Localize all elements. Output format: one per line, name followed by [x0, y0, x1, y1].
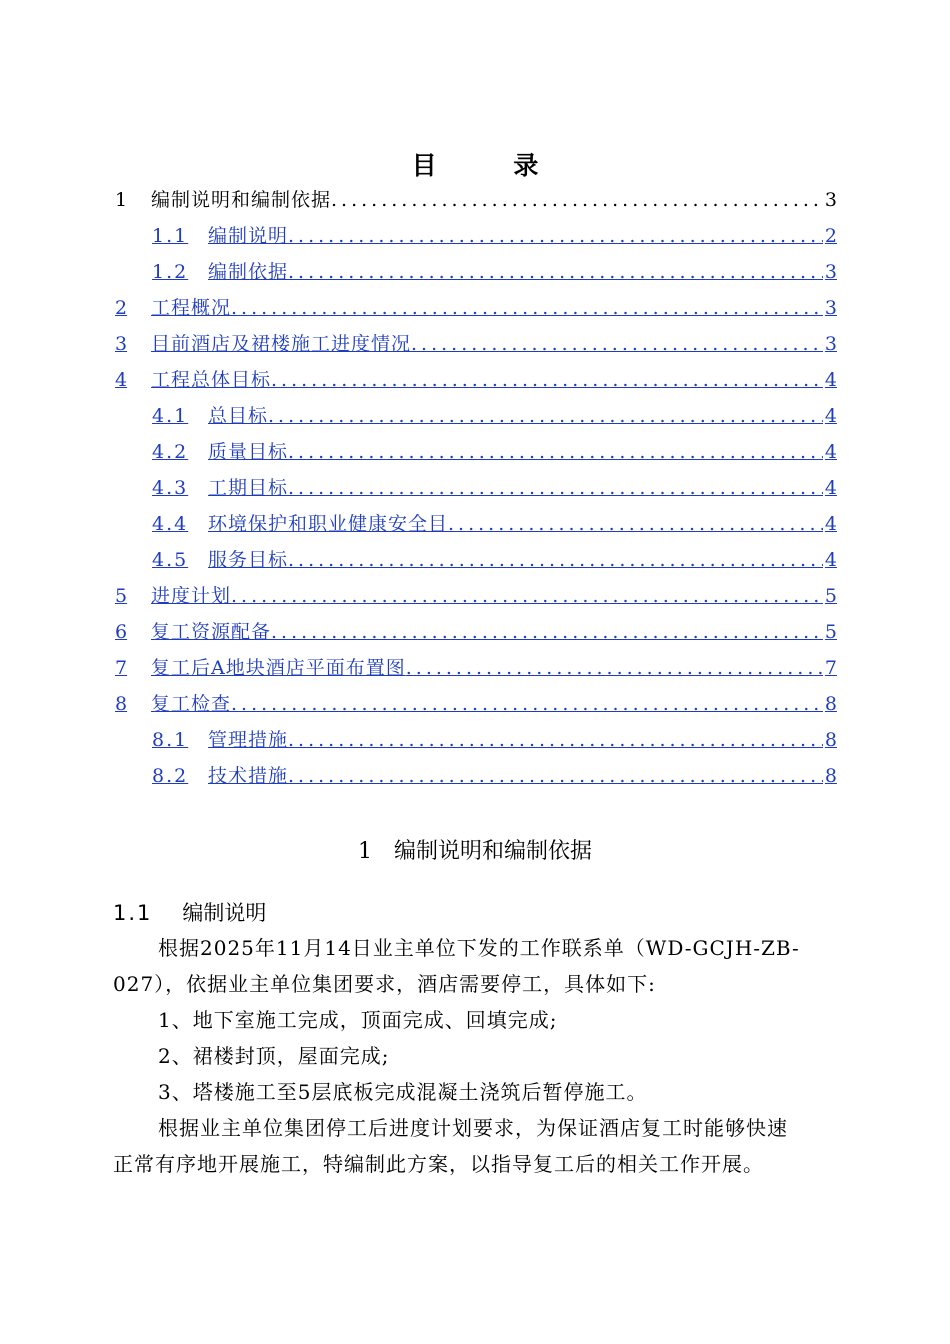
- toc-leader: [331, 188, 823, 212]
- toc-entry-text: 复工资源配备: [151, 621, 272, 643]
- toc-entry-6[interactable]: [115, 614, 837, 644]
- toc-entry-page: 5: [824, 621, 837, 643]
- toc-entry-text: 质量目标: [208, 441, 289, 463]
- toc-entry-page: 4: [824, 513, 837, 535]
- toc-entry-page: 8: [824, 765, 837, 787]
- toc-leader: [271, 368, 823, 392]
- toc-entry-page: 4: [824, 549, 837, 571]
- toc-entry-page: 3: [824, 333, 837, 355]
- toc-entry-text: 环境保护和职业健康安全目: [208, 513, 449, 535]
- toc-entry-number: 8: [115, 693, 128, 715]
- toc-entry-text: 技术措施: [208, 765, 289, 787]
- toc-leader: [448, 512, 823, 536]
- toc-entry-page: 8: [824, 693, 837, 715]
- toc-entry-number: 3: [115, 333, 128, 355]
- toc-entry-2[interactable]: [115, 290, 837, 320]
- section-number: 1.1: [113, 901, 153, 925]
- toc-entry-number: 4.4: [152, 513, 189, 535]
- toc-entry-page: 4: [824, 369, 837, 391]
- toc-entry-number: 2: [115, 297, 128, 319]
- toc-entry-page: 4: [824, 405, 837, 427]
- toc-title: 目 录: [411, 151, 573, 180]
- toc-entry-number: 6: [115, 621, 128, 643]
- toc-entry-text: 工程总体目标: [151, 369, 272, 391]
- list-item-3: 3、塔楼施工至5层底板完成混凝土浇筑后暂停施工。: [158, 1080, 648, 1104]
- toc-entry-text: 编制说明: [208, 225, 289, 247]
- toc-leader: [288, 764, 823, 788]
- toc-entry-number: 8.2: [152, 765, 189, 787]
- toc-leader: [288, 440, 823, 464]
- toc-entry-text: 服务目标: [208, 549, 289, 571]
- section-heading-1-1: [113, 897, 266, 927]
- toc-entry-number: 7: [115, 657, 128, 679]
- toc-leader: [271, 620, 823, 644]
- section-title: 编制说明和编制依据: [393, 839, 592, 864]
- toc-entry-8-1[interactable]: [152, 722, 837, 752]
- section-title: 编制说明: [182, 901, 267, 925]
- toc-entry-text: 编制说明和编制依据: [151, 189, 332, 211]
- toc-leader: [288, 476, 823, 500]
- toc-entry-text: 工程概况: [151, 297, 232, 319]
- paragraph-2-line-1: 根据业主单位集团停工后进度计划要求，为保证酒店复工时能够快速: [158, 1116, 788, 1140]
- toc-entry-text: 管理措施: [208, 729, 289, 751]
- toc-entry-text: 总目标: [208, 405, 269, 427]
- toc-leader: [288, 728, 823, 752]
- toc-entry-page: 8: [824, 729, 837, 751]
- toc-entry-number: 4: [115, 369, 128, 391]
- toc-entry-number: 1: [115, 189, 128, 211]
- toc-leader: [268, 404, 823, 428]
- toc-entry-page: 5: [824, 585, 837, 607]
- toc-entry-8-2[interactable]: [152, 758, 837, 788]
- toc-leader: [231, 584, 823, 608]
- toc-entry-text: 工期目标: [208, 477, 289, 499]
- toc-entry-text: 编制依据: [208, 261, 289, 283]
- toc-entry-4-2[interactable]: [152, 434, 837, 464]
- paragraph-1-line-2: 027），依据业主单位集团要求，酒店需要停工，具体如下:: [113, 972, 656, 996]
- toc-entry-number: 1.2: [152, 261, 189, 283]
- toc-entry-page: 3: [824, 297, 837, 319]
- toc-entry-3[interactable]: [115, 326, 837, 356]
- toc-entry-1[interactable]: [115, 182, 837, 212]
- toc-entry-7[interactable]: [115, 650, 837, 680]
- toc-entry-page: 4: [824, 477, 837, 499]
- toc-entry-number: 4.3: [152, 477, 189, 499]
- toc-entry-text: 复工后A地块酒店平面布置图: [151, 657, 406, 679]
- toc-entry-4-5[interactable]: [152, 542, 837, 572]
- toc-entry-page: 4: [824, 441, 837, 463]
- list-item-1: 1、地下室施工完成，顶面完成、回填完成;: [158, 1008, 558, 1032]
- paragraph-1-line-1: 根据2025年11月14日业主单位下发的工作联系单（WD-GCJH-ZB-: [158, 936, 800, 960]
- toc-leader: [288, 260, 823, 284]
- toc-entry-page: 3: [824, 189, 837, 211]
- toc-entry-number: 1.1: [152, 225, 189, 247]
- toc-entry-number: 4.2: [152, 441, 189, 463]
- toc-entry-4-1[interactable]: [152, 398, 837, 428]
- toc-leader: [288, 548, 823, 572]
- toc-entry-1-2[interactable]: [152, 254, 837, 284]
- toc-entry-text: 进度计划: [151, 585, 232, 607]
- toc-leader: [411, 332, 823, 356]
- toc-leader: [231, 296, 823, 320]
- toc-entry-page: 7: [824, 657, 837, 679]
- paragraph-2-line-2: 正常有序地开展施工，特编制此方案，以指导复工后的相关工作开展。: [113, 1152, 764, 1176]
- toc-entry-5[interactable]: [115, 578, 837, 608]
- list-item-2: 2、裙楼封顶，屋面完成;: [158, 1044, 390, 1068]
- toc-entry-number: 8.1: [152, 729, 189, 751]
- section-number: 1: [357, 839, 372, 864]
- toc-entry-number: 4.1: [152, 405, 189, 427]
- toc-entry-4[interactable]: [115, 362, 837, 392]
- toc-entry-number: 5: [115, 585, 128, 607]
- toc-leader: [231, 692, 823, 716]
- toc-entry-4-4[interactable]: [152, 506, 837, 536]
- toc-entry-text: 目前酒店及裙楼施工进度情况: [151, 333, 412, 355]
- toc-leader: [288, 224, 823, 248]
- toc-entry-4-3[interactable]: [152, 470, 837, 500]
- toc-entry-page: 2: [824, 225, 837, 247]
- toc-entry-page: 3: [824, 261, 837, 283]
- toc-entry-number: 4.5: [152, 549, 189, 571]
- section-heading-1: [0, 834, 950, 865]
- toc-entry-1-1[interactable]: [152, 218, 837, 248]
- toc-leader: [406, 656, 823, 680]
- toc-entry-8[interactable]: [115, 686, 837, 716]
- toc-entry-text: 复工检查: [151, 693, 232, 715]
